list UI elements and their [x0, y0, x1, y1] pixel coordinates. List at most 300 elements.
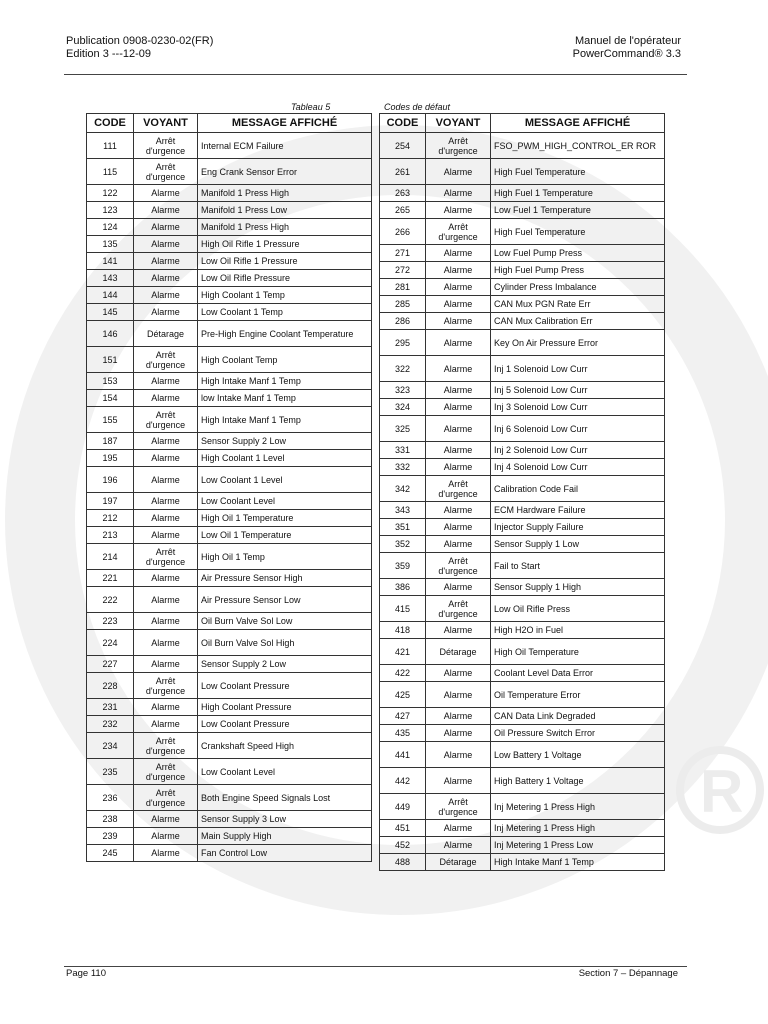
- table-row: [380, 536, 665, 553]
- message-cell: High Oil 1 Temp: [198, 544, 372, 570]
- fault-codes-table-left: [86, 113, 372, 862]
- message-cell: High Oil 1 Temperature: [198, 510, 372, 527]
- code-cell: 415: [380, 596, 426, 622]
- message-cell: Pre-High Engine Coolant Temperature: [198, 321, 372, 347]
- table-row: [87, 716, 372, 733]
- voyant-cell: Alarme: [426, 202, 491, 219]
- table-row: [87, 133, 372, 159]
- edition: Edition 3 ---12-09: [66, 47, 151, 60]
- table-row: [380, 313, 665, 330]
- message-cell: Coolant Level Data Error: [491, 665, 665, 682]
- message-cell: Inj 5 Solenoid Low Curr: [491, 382, 665, 399]
- message-cell: High Intake Manf 1 Temp: [491, 854, 665, 871]
- code-cell: 235: [87, 759, 134, 785]
- table-row: [87, 828, 372, 845]
- message-cell: Low Coolant Level: [198, 493, 372, 510]
- message-cell: Inj 6 Solenoid Low Curr: [491, 416, 665, 442]
- column-header-voyant: VOYANT: [426, 114, 491, 133]
- voyant-cell: Alarme: [426, 382, 491, 399]
- table-row: [87, 845, 372, 862]
- voyant-cell: Alarme: [426, 330, 491, 356]
- voyant-cell: Alarme: [134, 510, 198, 527]
- table-row: [87, 347, 372, 373]
- table-row: [380, 262, 665, 279]
- message-cell: Low Coolant Pressure: [198, 673, 372, 699]
- table-row: [87, 510, 372, 527]
- code-cell: 332: [380, 459, 426, 476]
- voyant-cell: Alarme: [426, 708, 491, 725]
- message-cell: Low Coolant 1 Temp: [198, 304, 372, 321]
- voyant-cell: Arrêt d'urgence: [426, 133, 491, 159]
- code-cell: 151: [87, 347, 134, 373]
- code-cell: 214: [87, 544, 134, 570]
- code-cell: 295: [380, 330, 426, 356]
- code-cell: 254: [380, 133, 426, 159]
- code-cell: 212: [87, 510, 134, 527]
- voyant-cell: Alarme: [134, 845, 198, 862]
- table-row: [87, 613, 372, 630]
- fault-codes-table-right: [379, 113, 665, 871]
- table-row: [380, 596, 665, 622]
- table-row: [380, 639, 665, 665]
- message-cell: CAN Mux Calibration Err: [491, 313, 665, 330]
- code-cell: 281: [380, 279, 426, 296]
- code-cell: 123: [87, 202, 134, 219]
- table-row: [87, 287, 372, 304]
- code-cell: 272: [380, 262, 426, 279]
- message-cell: FSO_PWM_HIGH_CONTROL_ER ROR: [491, 133, 665, 159]
- table-row: [87, 450, 372, 467]
- code-cell: 143: [87, 270, 134, 287]
- code-cell: 263: [380, 185, 426, 202]
- message-cell: High Intake Manf 1 Temp: [198, 407, 372, 433]
- table-row: [380, 682, 665, 708]
- table-row: [87, 321, 372, 347]
- code-cell: 196: [87, 467, 134, 493]
- voyant-cell: Alarme: [134, 828, 198, 845]
- message-cell: Low Coolant Level: [198, 759, 372, 785]
- table-row: [87, 699, 372, 716]
- table-label: Tableau 5: [291, 102, 331, 112]
- message-cell: low Intake Manf 1 Temp: [198, 390, 372, 407]
- table-row: [380, 553, 665, 579]
- voyant-cell: Alarme: [426, 502, 491, 519]
- table-row: [87, 527, 372, 544]
- table-row: [87, 630, 372, 656]
- table-row: [380, 502, 665, 519]
- section-title: Section 7 – Dépannage: [578, 968, 678, 979]
- table-row: [380, 330, 665, 356]
- table-row: [380, 708, 665, 725]
- code-cell: 141: [87, 253, 134, 270]
- voyant-cell: Arrêt d'urgence: [134, 544, 198, 570]
- table-row: [380, 245, 665, 262]
- table-row: [380, 159, 665, 185]
- message-cell: Inj 3 Solenoid Low Curr: [491, 399, 665, 416]
- voyant-cell: Alarme: [426, 313, 491, 330]
- message-cell: High Fuel 1 Temperature: [491, 185, 665, 202]
- voyant-cell: Alarme: [426, 416, 491, 442]
- table-row: [380, 579, 665, 596]
- code-cell: 452: [380, 837, 426, 854]
- code-cell: 135: [87, 236, 134, 253]
- code-cell: 449: [380, 794, 426, 820]
- message-cell: High Fuel Pump Press: [491, 262, 665, 279]
- message-cell: Both Engine Speed Signals Lost: [198, 785, 372, 811]
- code-cell: 144: [87, 287, 134, 304]
- table-row: [87, 202, 372, 219]
- voyant-cell: Alarme: [426, 665, 491, 682]
- voyant-cell: Alarme: [426, 245, 491, 262]
- voyant-cell: Alarme: [134, 390, 198, 407]
- publication-number: Publication 0908-0230-02(FR): [66, 35, 214, 47]
- table-row: [87, 236, 372, 253]
- table-row: [380, 133, 665, 159]
- voyant-cell: Alarme: [134, 527, 198, 544]
- table-row: [380, 382, 665, 399]
- voyant-cell: Détarage: [426, 639, 491, 665]
- code-cell: 422: [380, 665, 426, 682]
- voyant-cell: Alarme: [134, 716, 198, 733]
- code-cell: 228: [87, 673, 134, 699]
- message-cell: Low Oil Rifle Press: [491, 596, 665, 622]
- code-cell: 145: [87, 304, 134, 321]
- voyant-cell: Arrêt d'urgence: [134, 407, 198, 433]
- table-row: [380, 279, 665, 296]
- voyant-cell: Alarme: [134, 373, 198, 390]
- code-cell: 342: [380, 476, 426, 502]
- code-cell: 238: [87, 811, 134, 828]
- code-cell: 223: [87, 613, 134, 630]
- table-row: [87, 159, 372, 185]
- code-cell: 231: [87, 699, 134, 716]
- table-row: [380, 854, 665, 871]
- voyant-cell: Alarme: [426, 536, 491, 553]
- code-cell: 266: [380, 219, 426, 245]
- voyant-cell: Alarme: [426, 622, 491, 639]
- voyant-cell: Arrêt d'urgence: [426, 219, 491, 245]
- table-row: [380, 725, 665, 742]
- table-row: [380, 519, 665, 536]
- table-row: [380, 794, 665, 820]
- code-cell: 359: [380, 553, 426, 579]
- table-row: [87, 785, 372, 811]
- message-cell: Inj 4 Solenoid Low Curr: [491, 459, 665, 476]
- message-cell: Injector Supply Failure: [491, 519, 665, 536]
- message-cell: Low Coolant 1 Level: [198, 467, 372, 493]
- table-row: [380, 185, 665, 202]
- code-cell: 352: [380, 536, 426, 553]
- code-cell: 195: [87, 450, 134, 467]
- message-cell: Manifold 1 Press Low: [198, 202, 372, 219]
- code-cell: 187: [87, 433, 134, 450]
- message-cell: High H2O in Fuel: [491, 622, 665, 639]
- table-row: [87, 253, 372, 270]
- header-right: [573, 35, 681, 60]
- voyant-cell: Alarme: [426, 768, 491, 794]
- message-cell: Inj Metering 1 Press High: [491, 794, 665, 820]
- table-row: [380, 442, 665, 459]
- voyant-cell: Alarme: [426, 837, 491, 854]
- message-cell: Oil Burn Valve Sol Low: [198, 613, 372, 630]
- voyant-cell: Alarme: [426, 279, 491, 296]
- message-cell: Air Pressure Sensor High: [198, 570, 372, 587]
- message-cell: Low Oil Rifle 1 Pressure: [198, 253, 372, 270]
- table-row: [87, 270, 372, 287]
- voyant-cell: Arrêt d'urgence: [426, 553, 491, 579]
- message-cell: High Coolant Pressure: [198, 699, 372, 716]
- table-row: [380, 459, 665, 476]
- message-cell: Calibration Code Fail: [491, 476, 665, 502]
- voyant-cell: Alarme: [426, 742, 491, 768]
- table-row: [87, 759, 372, 785]
- message-cell: Key On Air Pressure Error: [491, 330, 665, 356]
- code-cell: 323: [380, 382, 426, 399]
- voyant-cell: Alarme: [426, 682, 491, 708]
- voyant-cell: Arrêt d'urgence: [426, 476, 491, 502]
- table-row: [380, 416, 665, 442]
- table-row: [380, 296, 665, 313]
- voyant-cell: Arrêt d'urgence: [426, 596, 491, 622]
- code-cell: 222: [87, 587, 134, 613]
- voyant-cell: Alarme: [134, 587, 198, 613]
- message-cell: Low Oil 1 Temperature: [198, 527, 372, 544]
- table-row: [380, 742, 665, 768]
- message-cell: Low Oil Rifle Pressure: [198, 270, 372, 287]
- message-cell: Manifold 1 Press High: [198, 219, 372, 236]
- table-row: [87, 219, 372, 236]
- code-cell: 155: [87, 407, 134, 433]
- code-cell: 322: [380, 356, 426, 382]
- code-cell: 239: [87, 828, 134, 845]
- code-cell: 261: [380, 159, 426, 185]
- voyant-cell: Alarme: [426, 725, 491, 742]
- message-cell: High Oil Temperature: [491, 639, 665, 665]
- table-row: [380, 399, 665, 416]
- message-cell: Crankshaft Speed High: [198, 733, 372, 759]
- message-cell: Internal ECM Failure: [198, 133, 372, 159]
- code-cell: 234: [87, 733, 134, 759]
- page-number: Page 110: [66, 968, 106, 979]
- table-row: [380, 476, 665, 502]
- table-row: [87, 493, 372, 510]
- table-row: [87, 304, 372, 321]
- voyant-cell: Alarme: [426, 519, 491, 536]
- message-cell: Fail to Start: [491, 553, 665, 579]
- code-cell: 427: [380, 708, 426, 725]
- table-row: [87, 433, 372, 450]
- voyant-cell: Alarme: [134, 202, 198, 219]
- message-cell: Oil Burn Valve Sol High: [198, 630, 372, 656]
- voyant-cell: Alarme: [426, 442, 491, 459]
- code-cell: 146: [87, 321, 134, 347]
- table-row: [87, 733, 372, 759]
- table-row: [380, 202, 665, 219]
- message-cell: Inj Metering 1 Press Low: [491, 837, 665, 854]
- code-cell: 111: [87, 133, 134, 159]
- table-row: [380, 837, 665, 854]
- code-cell: 441: [380, 742, 426, 768]
- voyant-cell: Alarme: [134, 219, 198, 236]
- footer-divider: [64, 966, 687, 967]
- voyant-cell: Arrêt d'urgence: [134, 347, 198, 373]
- message-cell: Low Fuel Pump Press: [491, 245, 665, 262]
- voyant-cell: Alarme: [134, 467, 198, 493]
- column-header-voyant: VOYANT: [134, 114, 198, 133]
- message-cell: High Fuel Temperature: [491, 219, 665, 245]
- message-cell: High Coolant 1 Temp: [198, 287, 372, 304]
- code-cell: 418: [380, 622, 426, 639]
- voyant-cell: Alarme: [134, 613, 198, 630]
- table-row: [380, 768, 665, 794]
- message-cell: High Intake Manf 1 Temp: [198, 373, 372, 390]
- message-cell: Cylinder Press Imbalance: [491, 279, 665, 296]
- voyant-cell: Alarme: [134, 287, 198, 304]
- message-cell: Fan Control Low: [198, 845, 372, 862]
- product-name: PowerCommand® 3.3: [572, 47, 681, 60]
- table-row: [87, 185, 372, 202]
- voyant-cell: Alarme: [426, 185, 491, 202]
- voyant-cell: Alarme: [426, 459, 491, 476]
- message-cell: Inj Metering 1 Press High: [491, 820, 665, 837]
- message-cell: ECM Hardware Failure: [491, 502, 665, 519]
- voyant-cell: Alarme: [134, 699, 198, 716]
- svg-text:R: R: [700, 758, 744, 825]
- message-cell: Sensor Supply 2 Low: [198, 656, 372, 673]
- code-cell: 451: [380, 820, 426, 837]
- code-cell: 115: [87, 159, 134, 185]
- voyant-cell: Alarme: [426, 399, 491, 416]
- table-row: [87, 544, 372, 570]
- code-cell: 421: [380, 639, 426, 665]
- message-cell: High Oil Rifle 1 Pressure: [198, 236, 372, 253]
- table-row: [87, 467, 372, 493]
- table-row: [87, 656, 372, 673]
- code-cell: 324: [380, 399, 426, 416]
- column-header-code: CODE: [380, 114, 426, 133]
- voyant-cell: Arrêt d'urgence: [134, 159, 198, 185]
- table-row: [87, 373, 372, 390]
- code-cell: 154: [87, 390, 134, 407]
- voyant-cell: Arrêt d'urgence: [134, 785, 198, 811]
- message-cell: High Fuel Temperature: [491, 159, 665, 185]
- header-divider: [64, 74, 687, 75]
- voyant-cell: Alarme: [426, 296, 491, 313]
- message-cell: Sensor Supply 3 Low: [198, 811, 372, 828]
- voyant-cell: Alarme: [134, 253, 198, 270]
- code-cell: 124: [87, 219, 134, 236]
- table-row: [87, 673, 372, 699]
- message-cell: Main Supply High: [198, 828, 372, 845]
- voyant-cell: Alarme: [134, 493, 198, 510]
- code-cell: 386: [380, 579, 426, 596]
- message-cell: Sensor Supply 2 Low: [198, 433, 372, 450]
- message-cell: Low Fuel 1 Temperature: [491, 202, 665, 219]
- message-cell: High Coolant Temp: [198, 347, 372, 373]
- message-cell: Sensor Supply 1 High: [491, 579, 665, 596]
- message-cell: Air Pressure Sensor Low: [198, 587, 372, 613]
- code-cell: 331: [380, 442, 426, 459]
- code-cell: 351: [380, 519, 426, 536]
- code-cell: 221: [87, 570, 134, 587]
- table-row: [87, 811, 372, 828]
- voyant-cell: Alarme: [134, 185, 198, 202]
- voyant-cell: Arrêt d'urgence: [134, 759, 198, 785]
- voyant-cell: Alarme: [134, 811, 198, 828]
- table-row: [380, 622, 665, 639]
- code-cell: 224: [87, 630, 134, 656]
- table-row: [380, 356, 665, 382]
- message-cell: Low Battery 1 Voltage: [491, 742, 665, 768]
- message-cell: Manifold 1 Press High: [198, 185, 372, 202]
- message-cell: High Coolant 1 Level: [198, 450, 372, 467]
- manual-title: Manuel de l'opérateur: [574, 35, 681, 47]
- code-cell: 236: [87, 785, 134, 811]
- message-cell: Inj 2 Solenoid Low Curr: [491, 442, 665, 459]
- table-title: Codes de défaut: [384, 102, 451, 112]
- message-cell: Oil Temperature Error: [491, 682, 665, 708]
- table-row: [380, 665, 665, 682]
- voyant-cell: Alarme: [426, 820, 491, 837]
- code-cell: 488: [380, 854, 426, 871]
- table-row: [380, 820, 665, 837]
- code-cell: 271: [380, 245, 426, 262]
- message-cell: Oil Pressure Switch Error: [491, 725, 665, 742]
- table-row: [87, 587, 372, 613]
- code-cell: 265: [380, 202, 426, 219]
- code-cell: 325: [380, 416, 426, 442]
- message-cell: CAN Mux PGN Rate Err: [491, 296, 665, 313]
- message-cell: CAN Data Link Degraded: [491, 708, 665, 725]
- voyant-cell: Alarme: [134, 656, 198, 673]
- code-cell: 425: [380, 682, 426, 708]
- voyant-cell: Alarme: [426, 159, 491, 185]
- column-header-message: MESSAGE AFFICHÉ: [198, 114, 372, 133]
- code-cell: 245: [87, 845, 134, 862]
- voyant-cell: Arrêt d'urgence: [134, 733, 198, 759]
- header-left: [66, 35, 213, 60]
- voyant-cell: Détarage: [134, 321, 198, 347]
- voyant-cell: Alarme: [134, 304, 198, 321]
- column-header-code: CODE: [87, 114, 134, 133]
- voyant-cell: Alarme: [134, 630, 198, 656]
- voyant-cell: Alarme: [134, 570, 198, 587]
- voyant-cell: Alarme: [426, 579, 491, 596]
- message-cell: High Battery 1 Voltage: [491, 768, 665, 794]
- code-cell: 213: [87, 527, 134, 544]
- table-row: [87, 570, 372, 587]
- column-header-message: MESSAGE AFFICHÉ: [491, 114, 665, 133]
- voyant-cell: Alarme: [134, 433, 198, 450]
- code-cell: 435: [380, 725, 426, 742]
- message-cell: Sensor Supply 1 Low: [491, 536, 665, 553]
- voyant-cell: Détarage: [426, 854, 491, 871]
- code-cell: 343: [380, 502, 426, 519]
- message-cell: Low Coolant Pressure: [198, 716, 372, 733]
- code-cell: 232: [87, 716, 134, 733]
- message-cell: Eng Crank Sensor Error: [198, 159, 372, 185]
- code-cell: 227: [87, 656, 134, 673]
- code-cell: 285: [380, 296, 426, 313]
- voyant-cell: Alarme: [426, 262, 491, 279]
- voyant-cell: Alarme: [134, 450, 198, 467]
- voyant-cell: Alarme: [134, 270, 198, 287]
- code-cell: 153: [87, 373, 134, 390]
- voyant-cell: Arrêt d'urgence: [134, 133, 198, 159]
- code-cell: 442: [380, 768, 426, 794]
- voyant-cell: Arrêt d'urgence: [426, 794, 491, 820]
- table-row: [87, 407, 372, 433]
